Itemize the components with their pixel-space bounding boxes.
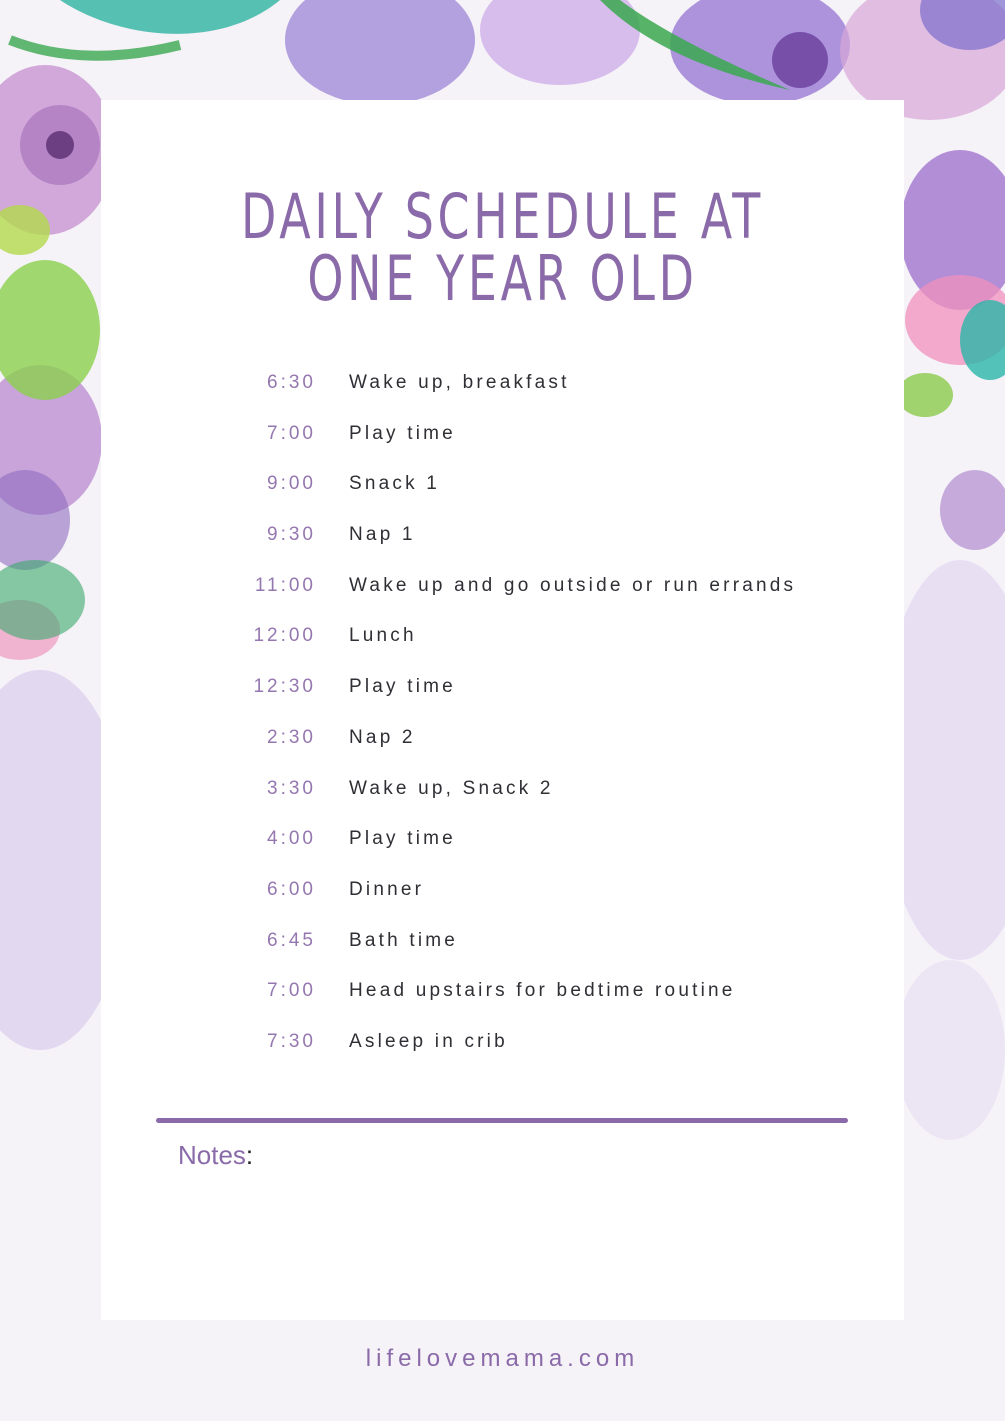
schedule-activity: Lunch	[349, 625, 417, 647]
schedule-row	[101, 723, 904, 774]
schedule-row	[101, 368, 904, 419]
schedule-activity: Asleep in crib	[349, 1030, 508, 1052]
schedule-row	[101, 520, 904, 571]
schedule-row	[101, 774, 904, 825]
schedule-time: 9:00	[267, 473, 316, 495]
schedule-activity: Head upstairs for bedtime routine	[349, 980, 736, 1002]
schedule-time: 2:30	[267, 726, 316, 748]
schedule-row	[101, 824, 904, 875]
schedule-activity: Play time	[349, 422, 456, 444]
schedule-row	[101, 976, 904, 1027]
schedule-time: 6:45	[267, 929, 316, 951]
schedule-activity: Nap 2	[349, 726, 416, 748]
notes-label: Notes	[178, 1140, 246, 1170]
schedule-row	[101, 571, 904, 622]
website-footer: lifelovemama.com	[365, 1345, 640, 1372]
schedule-activity: Dinner	[349, 878, 425, 900]
schedule-row	[101, 1027, 904, 1078]
section-divider	[156, 1118, 848, 1123]
schedule-activity: Wake up and go outside or run errands	[349, 574, 797, 596]
schedule-time: 7:00	[267, 422, 316, 444]
schedule-activity: Nap 1	[349, 524, 416, 546]
schedule-row	[101, 926, 904, 977]
schedule-activity: Play time	[349, 828, 456, 850]
schedule-time: 6:00	[267, 878, 316, 900]
schedule-activity: Bath time	[349, 929, 459, 951]
notes-colon: :	[245, 1140, 254, 1170]
schedule-activity: Wake up, breakfast	[349, 372, 570, 393]
schedule-row	[101, 469, 904, 520]
schedule-card	[101, 100, 904, 1320]
schedule-time: 12:00	[253, 625, 316, 647]
schedule-row	[101, 419, 904, 470]
schedule-time: 7:00	[267, 980, 316, 1002]
schedule-activity: Wake up, Snack 2	[349, 777, 554, 799]
schedule-row	[101, 672, 904, 723]
schedule-list	[101, 368, 904, 1078]
page-title-line-2: ONE YEAR OLD	[307, 242, 698, 315]
schedule-activity: Snack 1	[349, 473, 441, 495]
schedule-time: 11:00	[254, 574, 316, 596]
schedule-time: 6:30	[267, 372, 316, 393]
notes-heading	[178, 1140, 253, 1171]
schedule-time: 9:30	[267, 524, 316, 546]
page-title-line-1: DAILY SCHEDULE AT	[241, 180, 764, 253]
schedule-time: 7:30	[267, 1030, 316, 1052]
schedule-time: 3:30	[267, 777, 316, 799]
schedule-activity: Play time	[349, 676, 456, 698]
schedule-row	[101, 621, 904, 672]
schedule-time: 12:30	[253, 676, 316, 698]
schedule-time: 4:00	[267, 828, 316, 850]
schedule-row	[101, 875, 904, 926]
